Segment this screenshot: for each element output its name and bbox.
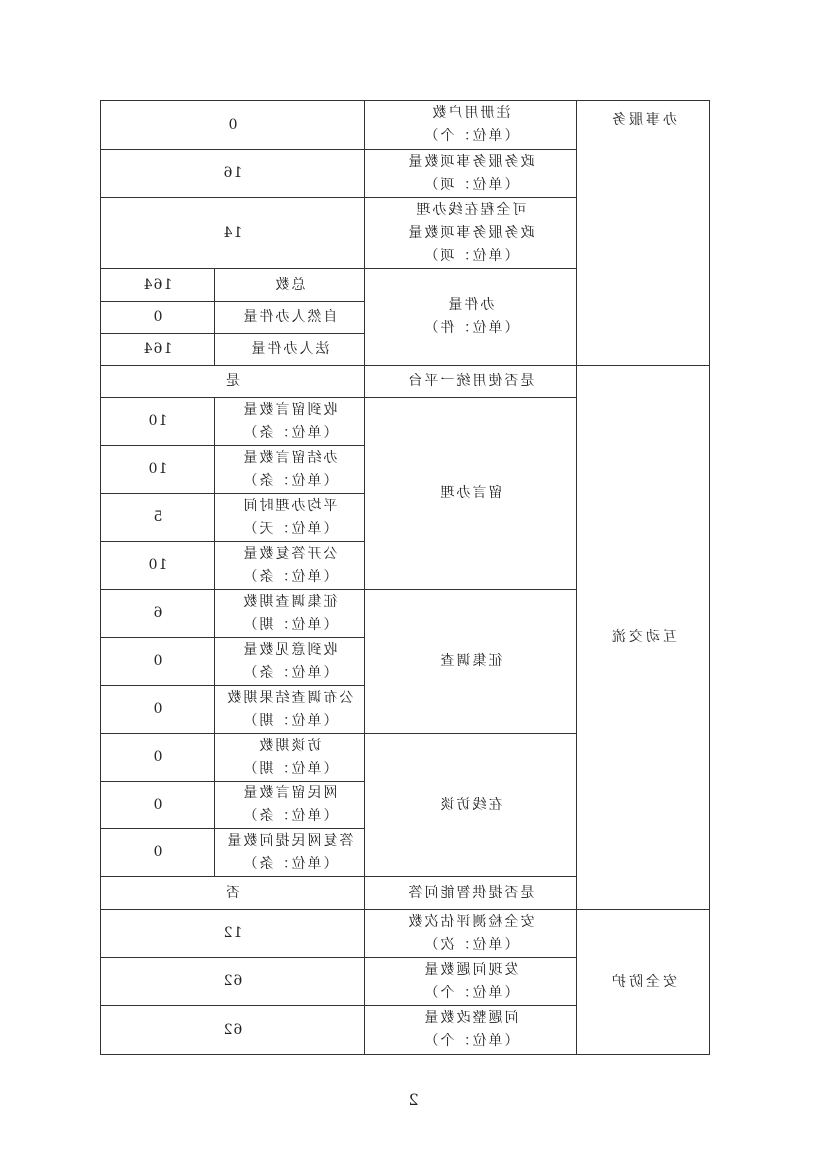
section-label-interaction: 互动交流 <box>577 366 710 910</box>
sub-label: 收到意见数量 （单位：条） <box>215 638 365 686</box>
row-value: 否 <box>100 877 364 910</box>
group-label-messages: 留言办理 <box>365 398 577 590</box>
row-label: 政务服务事项数量 （单位：项） <box>365 150 577 198</box>
sub-label: 答复网民提问数量 （单位：条） <box>215 829 365 877</box>
table-row <box>100 366 709 398</box>
group-label-survey: 征集调查 <box>365 590 577 734</box>
row-label: 办件量 （单位：件） <box>365 269 577 366</box>
row-value: 62 <box>100 958 364 1006</box>
sub-label: 公布调查结果期数 （单位：期） <box>215 686 365 734</box>
sub-value: 10 <box>100 398 214 446</box>
sub-value: 6 <box>100 590 214 638</box>
sub-label: 自然人办件量 <box>215 302 365 334</box>
row-value: 14 <box>100 198 364 269</box>
sub-label: 办结留言数量 （单位：条） <box>215 446 365 494</box>
row-label: 可全程在线办理 政务服务事项数量 （单位：项） <box>365 198 577 269</box>
sub-label: 网民留言数量 （单位：条） <box>215 782 365 829</box>
sub-label: 访谈期数 （单位：期） <box>215 734 365 782</box>
row-value: 0 <box>100 101 364 150</box>
row-label: 是否提供智能问答 <box>365 877 577 910</box>
section-label-service: 办事服务 <box>577 101 710 366</box>
row-label: 发现问题数量 （单位：个） <box>365 958 577 1006</box>
group-label-interview: 在线访谈 <box>365 734 577 877</box>
sub-value: 0 <box>100 638 214 686</box>
sub-value: 164 <box>100 269 214 302</box>
sub-label: 征集调查期数 （单位：期） <box>215 590 365 638</box>
page-number: 2 <box>408 1090 419 1109</box>
section-label-security: 安全防护 <box>577 910 710 1055</box>
sub-label: 法人办件量 <box>215 334 365 366</box>
sub-value: 0 <box>100 686 214 734</box>
sub-value: 0 <box>100 782 214 829</box>
row-value: 是 <box>100 366 364 398</box>
statistics-table <box>100 100 710 1055</box>
row-value: 62 <box>100 1006 364 1055</box>
table-row <box>100 910 709 958</box>
sub-label: 公开答复数量 （单位：条） <box>215 542 365 590</box>
row-value: 12 <box>100 910 364 958</box>
sub-label: 收到留言数量 （单位：条） <box>215 398 365 446</box>
sub-label: 总数 <box>215 269 365 302</box>
sub-value: 0 <box>100 734 214 782</box>
sub-value: 10 <box>100 446 214 494</box>
sub-value: 164 <box>100 334 214 366</box>
row-label: 安全检测评估次数 （单位：次） <box>365 910 577 958</box>
sub-value: 0 <box>100 829 214 877</box>
sub-label: 平均办理时间 （单位：天） <box>215 494 365 542</box>
sub-value: 5 <box>100 494 214 542</box>
sub-value: 0 <box>100 302 214 334</box>
row-label: 问题整改数量 （单位：个） <box>365 1006 577 1055</box>
row-label: 注册用户数 （单位：个） <box>365 101 577 150</box>
sub-value: 10 <box>100 542 214 590</box>
row-label: 是否使用统一平台 <box>365 366 577 398</box>
row-value: 16 <box>100 150 364 198</box>
table-row <box>100 101 709 150</box>
